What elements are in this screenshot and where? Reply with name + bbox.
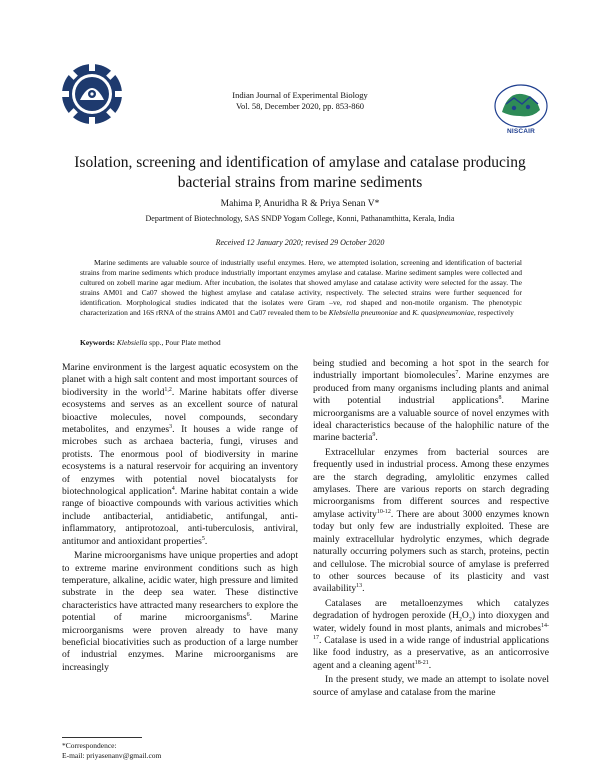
body-paragraph xyxy=(313,358,549,445)
citation: 4 xyxy=(171,485,175,492)
citation: 6 xyxy=(246,611,250,618)
niscair-logo-text: NISCAIR xyxy=(506,128,536,135)
citation: 14-17 xyxy=(313,622,549,641)
body-paragraph xyxy=(313,447,549,596)
abstract-and: and xyxy=(397,307,413,317)
citation: 8 xyxy=(498,395,502,402)
body-text: In the present study, we made an attempt to isolate novel source of amylase and catalase from the marine xyxy=(313,674,549,698)
body-text: Catalases are metalloenzymes which catalyzes degradation of hydrogen peroxide (H xyxy=(313,597,549,622)
chem-subscript: 2 xyxy=(458,617,462,624)
body-paragraph xyxy=(313,674,549,699)
body-paragraph xyxy=(62,550,298,674)
journal-name: Indian Journal of Experimental Biology xyxy=(232,90,368,100)
body-text: . It houses a wide range of microbes such as archaea bacteria, fungi, viruses and protists. The enormous pool of biodiversity in marine ecosystems is a natural reservoir for acquiring an inventory of enzymes with potential novel biocatalysts for biotechnological application xyxy=(62,424,298,498)
body-text: O xyxy=(461,610,469,622)
body-text: Marine microorganisms have unique properties and adopt to extreme marine environment conditions such as high temperature, alkaline, acidic water, high pressure and limited substrate in the deep sea water. These distinctive characteristics have attracted many researchers to explore the potential of marine microorganisms xyxy=(62,550,298,624)
footnote-divider xyxy=(62,737,142,738)
citation: 13 xyxy=(356,583,363,590)
body-text: . xyxy=(204,535,208,547)
footnote-email: E-mail: priyasenanv@gmail.com xyxy=(62,751,162,760)
niscair-logo-icon xyxy=(492,82,550,130)
body-text: . xyxy=(428,659,432,671)
keywords-genus: Klebsiella xyxy=(116,338,148,347)
chem-subscript: 2 xyxy=(468,617,472,624)
body-text: . Marine habitats offer diverse ecosystems and serves as an excellent source of natural bioactive molecules, novel compounds, secondary metabolites, and enzymes xyxy=(62,386,298,436)
abstract-end: , respectively xyxy=(473,307,514,317)
abstract xyxy=(80,258,522,317)
body-text: . Marine habitat contain a wide range of bioactive compounds with various activities which include antibacterial, antidiabetic, antifungal, anti-inflammatory, antiprotozoal, anti-tuberculosis, antiviral, antitumor and antioxidant properties xyxy=(62,486,298,547)
body-text: Marine environment is the largest aquatic ecosystem on the planet with a high salt content and most important sources of biodiversity in the world xyxy=(62,362,298,398)
body-text: . Marine microorganisms are a valuable source of novel enzymes with ideal characteristics because of the halophilic nature of the marine bacteria xyxy=(313,395,549,444)
article-title: Isolation, screening and identification of amylase and catalase producing bacterial strains from marine sediments xyxy=(74,154,526,191)
body-column-right xyxy=(313,358,549,699)
citation: 1,2 xyxy=(164,386,172,393)
body-paragraph xyxy=(313,598,549,672)
body-text: . There are about 3000 enzymes known today but only few are industrially exploited. These are mainly extracellular hydrolytic enzymes, which degrade naturally occurring polymers such as starch, proteins, pectin and cellulose. The microbial source of amylase is preferred to other sources because of its plasticity and vast availability xyxy=(313,508,549,595)
body-text: ) into dioxygen and water, widely found in most plants, animals and microbes xyxy=(313,610,549,634)
abstract-text: Marine sediments are valuable source of industrially useful enzymes. Here, we attempted isolation, screening and identification of bacterial strains from marine sediments which produce industrially important enzymes amylase and catalase. Marine sediment samples were collected and cultured on zobell marine agar medium. After incubation, the isolates that showed amylase and catalase activity were selected for the assay. The strains AM01 and Ca07 showed the highest amylase and catalase activity, respectively. The selected strains were further sequenced for identification. Morphological studies indicated that the isolates were Gram –ve, rod shaped and non-motile organism. The phenotypic characterization and 16S rRNA of the strains AM01 and Ca07 revealed them to be xyxy=(80,258,522,317)
abstract-species-2: K. quasipneumoniae xyxy=(412,307,474,317)
body-text: . Marine enzymes are produced from many organisms including plants and animal with potential industrial applications xyxy=(313,370,549,407)
body-text: . xyxy=(375,432,378,444)
body-text: being studied and becoming a hot spot in the search for industrially important biomolecules xyxy=(313,358,549,382)
citation: 3 xyxy=(169,423,173,430)
citation: 18-21 xyxy=(414,659,429,666)
body-paragraph xyxy=(62,362,298,548)
body-text: . Marine microorganisms were proven already to have many beneficial biocativities such as production of a large number of industrial enzymes. Marine microorganisms are increasingly xyxy=(62,612,298,673)
citation: 9 xyxy=(372,432,376,439)
article-authors: Mahima P, Anuridha R & Priya Senan V* xyxy=(220,199,380,209)
keywords-label: Keywords: xyxy=(80,338,115,347)
citation: 10-12 xyxy=(376,508,391,515)
body-text: . xyxy=(362,583,365,595)
keywords xyxy=(80,338,522,348)
journal-volume: Vol. 58, December 2020, pp. 853-860 xyxy=(235,101,365,111)
keywords-rest: spp., Pour Plate method xyxy=(147,338,221,347)
citation: 5 xyxy=(201,535,205,542)
abstract-species-1: Klebsiella pneumoniae xyxy=(328,307,398,317)
body-text: . Catalase is used in a wide range of industrial applications like food industry, as a preservative, as an anticorrosive agent and a cleaning agent xyxy=(313,634,549,671)
article-dates: Received 12 January 2020; revised 29 October 2020 xyxy=(215,238,385,247)
article-affiliation: Department of Biotechnology, SAS SNDP Yogam College, Konni, Pathanamthitta, Kerala, India xyxy=(145,214,455,223)
citation: 7 xyxy=(455,370,459,377)
body-column-left xyxy=(62,362,298,674)
body-text: Extracellular enzymes from bacterial sources are frequently used in industrial process. Among these enzymes are the starch degrading, amylolitic enzymes called amylases. There are various reports on starch degrading microorganisms from different sources and respective amylase activity xyxy=(313,446,549,520)
footnote-correspondence: *Correspondence: xyxy=(62,741,117,750)
